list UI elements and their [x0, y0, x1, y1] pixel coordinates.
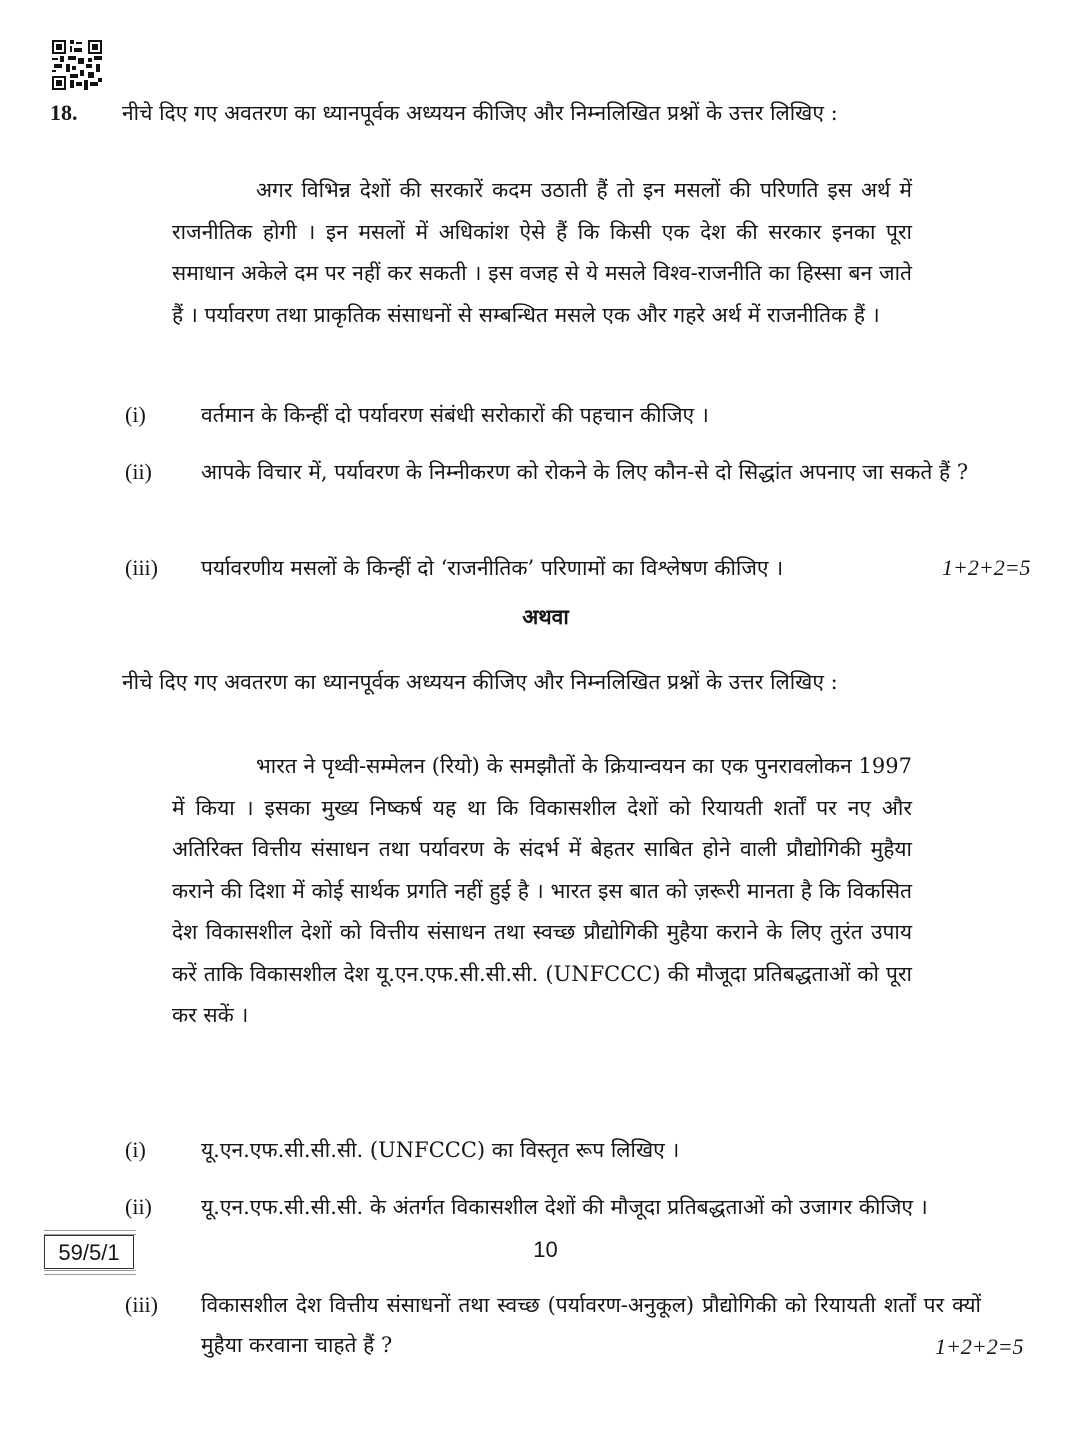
instruction-text: नीचे दिए गए अवतरण का ध्यानपूर्वक अध्ययन कीजिए और निम्नलिखित प्रश्नों के उत्तर लिखिए : — [122, 101, 838, 125]
paper-code: 59/5/1 — [44, 1235, 134, 1269]
sub-question-label: (iii) — [125, 1292, 158, 1317]
passage-paragraph: अगर विभिन्न देशों की सरकारें कदम उठाती हैं तो इन मसलों की परिणति इस अर्थ में राजनीतिक होगी । इन मसलों में अधिकांश ऐसे हैं कि किसी एक देश की सरकार इनका पूरा समाधान अकेले दम पर नहीं कर सकती । इस वजह से ये मसले विश्व-राजनीति का हिस्सा बन जाते हैं । पर्यावरण तथा प्राकृतिक संसाधनों से सम्बन्धित मसले एक और गहरे अर्थ में राजनीतिक हैं । — [172, 178, 912, 327]
passage-paragraph: भारत ने पृथ्वी-सम्मेलन (रियो) के समझौतों के क्रियान्वयन का एक पुनरावलोकन 1997 में किया । इसका मुख्य निष्कर्ष यह था कि विकासशील देशों को रियायती शर्तों पर नए और अतिरिक्त वित्तीय संसाधन तथा पर्यावरण के संदर्भ में बेहतर साबित होने वाली प्रौद्योगिकी मुहैया कराने की दिशा में कोई सार्थक प्रगति नहीं हुई है । भारत इस बात को ज़रूरी मानता है कि विकसित देश विकासशील देशों को वित्तीय संसाधन तथा स्वच्छ प्रौद्योगिकी मुहैया कराने के लिए तुरंत उपाय करें ताकि विकासशील देश यू.एन.एफ.सी.सी.सी. (UNFCCC) की मौजूदा प्रतिबद्धताओं को पूरा कर सकें । — [172, 754, 912, 1027]
sub-question-label: (iii) — [125, 555, 158, 580]
sub-question-label: (ii) — [125, 1194, 152, 1219]
sub-question-text: आपके विचार में, पर्यावरण के निम्नीकरण को रोकने के लिए कौन-से दो सिद्धांत अपनाए जा सकते हैं ? — [201, 460, 969, 484]
sub-question-label: (i) — [125, 402, 146, 427]
sub-question-text: यू.एन.एफ.सी.सी.सी. (UNFCCC) का विस्तृत रूप लिखिए । — [201, 1138, 680, 1162]
sub-question-text: यू.एन.एफ.सी.सी.सी. के अंतर्गत विकासशील देशों की मौजूदा प्रतिबद्धताओं को उजागर कीजिए । — [201, 1195, 928, 1219]
security-microtext-bottom — [44, 1270, 136, 1275]
qr-code — [52, 40, 102, 90]
marks-allocation: 1+2+2=5 — [935, 1334, 1024, 1359]
sub-question-text: विकासशील देश वित्तीय संसाधनों तथा स्वच्छ (पर्यावरण-अनुकूल) प्रौद्योगिकी को रियायती शर्तों पर क्यों मुहैया करवाना चाहते हैं ? — [201, 1293, 981, 1357]
marks-allocation: 1+2+2=5 — [942, 555, 1031, 580]
instruction-text: नीचे दिए गए अवतरण का ध्यानपूर्वक अध्ययन कीजिए और निम्नलिखित प्रश्नों के उत्तर लिखिए : — [122, 670, 838, 694]
page-number: 10 — [533, 1237, 558, 1262]
question-number: 18. — [50, 100, 78, 125]
sub-question-text: पर्यावरणीय मसलों के किन्हीं दो ‘राजनीतिक’ परिणामों का विश्लेषण कीजिए । — [201, 556, 784, 580]
sub-question-label: (i) — [125, 1137, 146, 1162]
sub-question-label: (ii) — [125, 459, 152, 484]
or-separator: अथवा — [522, 604, 569, 629]
sub-question-text: वर्तमान के किन्हीं दो पर्यावरण संबंधी सरोकारों की पहचान कीजिए । — [201, 403, 709, 427]
